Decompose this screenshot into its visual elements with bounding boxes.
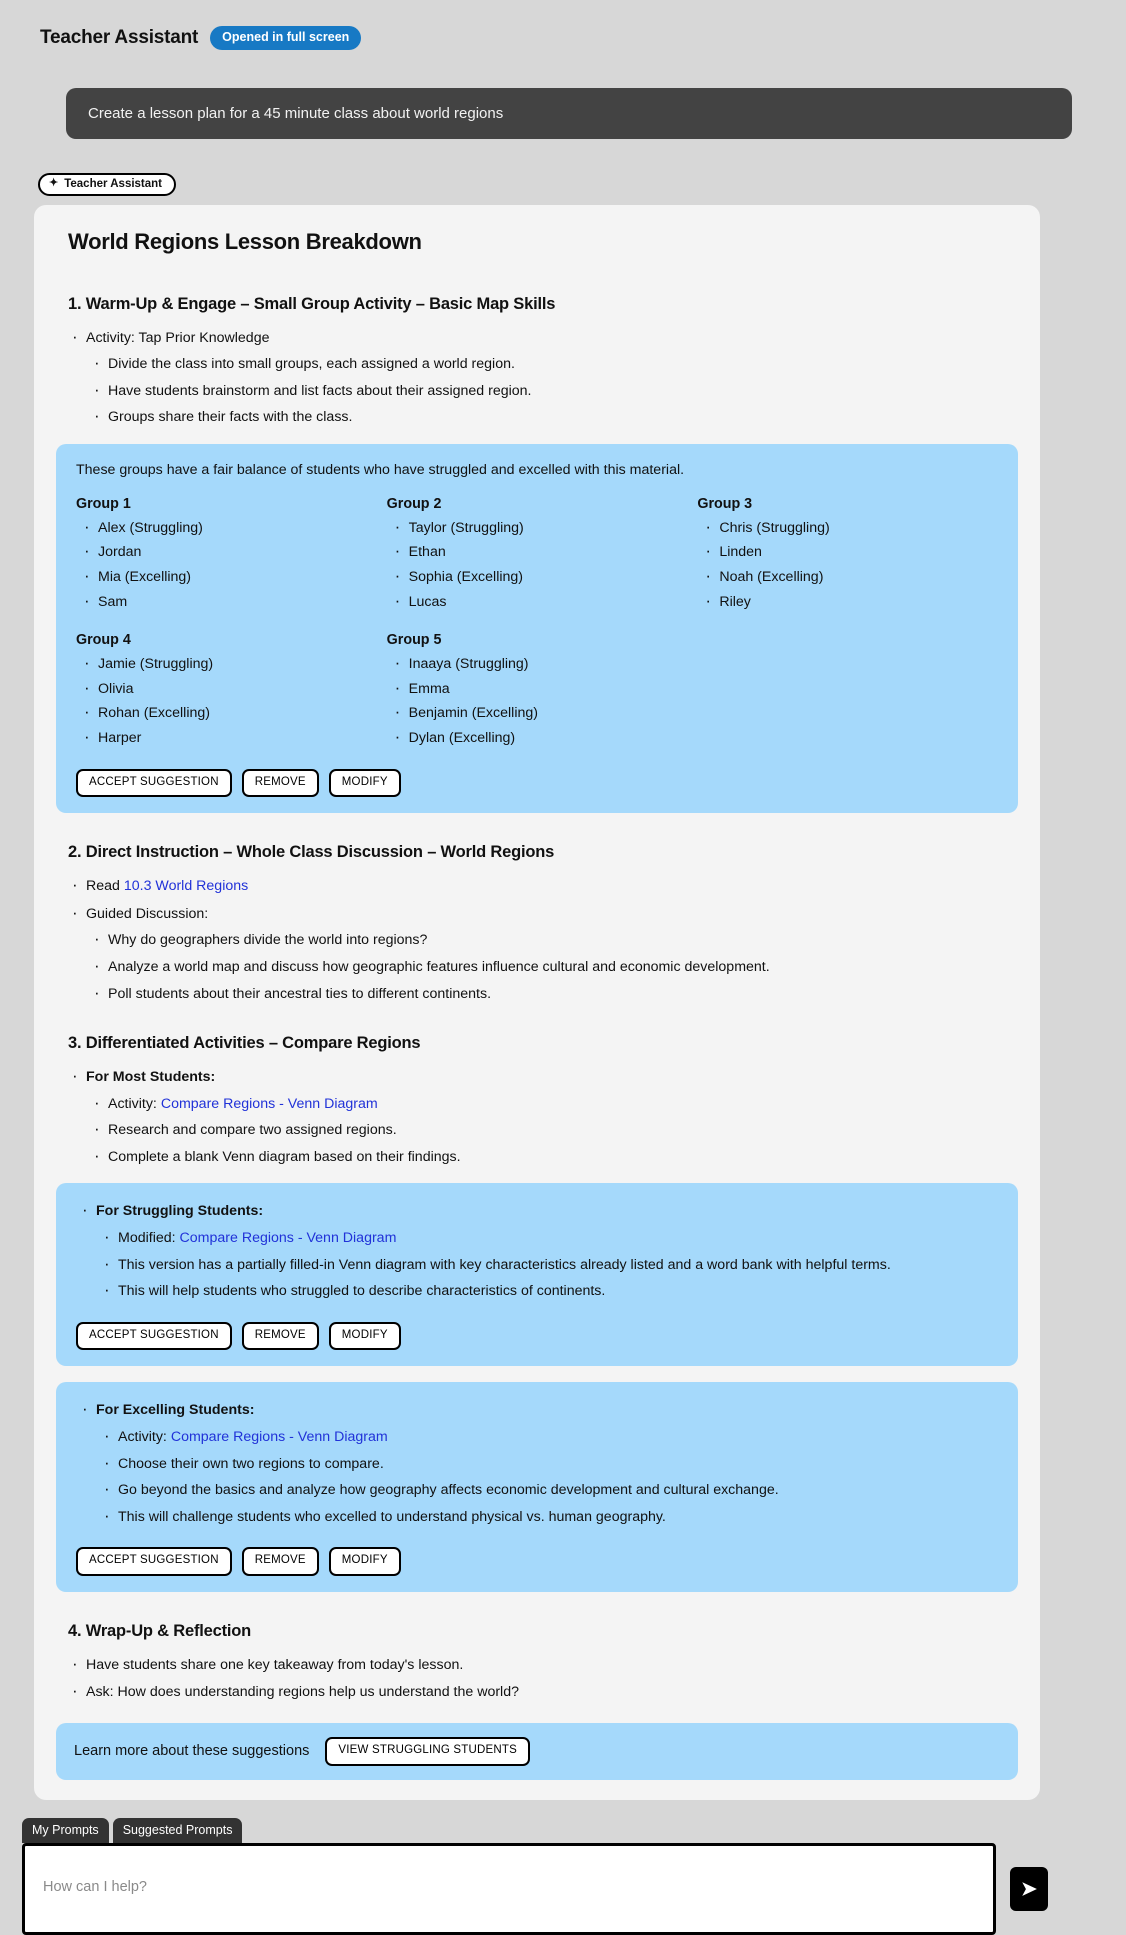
reading-link[interactable]: 10.3 World Regions [124,878,248,894]
list-item: · Complete a blank Venn diagram based on their findings. [86,1147,1018,1168]
list-item: · Have students brainstorm and list facts about their assigned region. [86,381,1018,402]
group-column [387,632,688,748]
list-item: · Have students share one key takeaway from today's lesson. [66,1655,1018,1676]
app-header [0,0,1126,50]
list-item [96,1228,998,1249]
page-title: World Regions Lesson Breakdown [56,227,1018,255]
struggling-bullets [76,1201,998,1301]
composer-row [22,1843,1048,1935]
guided-discussion-label: Guided Discussion: [86,906,208,922]
group-member-list [697,518,998,612]
group-column [387,496,688,612]
list-item: · Lucas [387,592,688,613]
list-item: · This version has a partially filled-in Venn diagram with key characteristics already listed and a word bank with helpful terms. [96,1255,998,1276]
list-item: · Choose their own two regions to compare. [96,1454,998,1475]
accept-suggestion-button[interactable]: ACCEPT SUGGESTION [76,769,232,798]
list-item [76,1201,998,1301]
group-column [697,496,998,612]
list-item [66,1067,1018,1167]
section-heading-3: 3. Differentiated Activities – Compare Regions [56,1034,1018,1053]
group-column [76,632,377,748]
group-column-empty [697,632,998,748]
list-item: · Dylan (Excelling) [387,728,688,749]
sparkle-icon: ✦ [49,178,58,189]
struggling-list [96,1228,998,1302]
accept-suggestion-button[interactable]: ACCEPT SUGGESTION [76,1547,232,1576]
activity-link[interactable]: Compare Regions - Venn Diagram [180,1230,397,1246]
section-1-bullets [56,328,1018,428]
group-suggestion-block [56,444,1018,813]
list-item: · Mia (Excelling) [76,567,377,588]
list-item: · Benjamin (Excelling) [387,703,688,724]
response-body [34,227,1040,428]
remove-suggestion-button[interactable]: REMOVE [242,1547,319,1576]
list-item: · Go beyond the basics and analyze how geography affects economic development and cultural exchange. [96,1480,998,1501]
user-message-row [0,50,1126,139]
section-2-bullets [56,876,1018,1004]
list-item: · Linden [697,542,998,563]
group-title: Group 2 [387,496,688,512]
most-students-label: For Most Students: [86,1069,215,1085]
list-item: · Sophia (Excelling) [387,567,688,588]
activity-prefix: Activity: [118,1429,167,1445]
assistant-label [38,173,176,196]
response-body-3 [34,1622,1040,1703]
tab-suggested-prompts[interactable]: Suggested Prompts [113,1818,243,1844]
list-item: · Emma [387,679,688,700]
list-item: · Noah (Excelling) [697,567,998,588]
suggestion-note: These groups have a fair balance of students who have struggled and excelled with this material. [76,462,998,478]
list-item [66,904,1018,1004]
list-item: · Taylor (Struggling) [387,518,688,539]
group-title: Group 1 [76,496,377,512]
section-4-bullets [56,1655,1018,1703]
section-heading-2: 2. Direct Instruction – Whole Class Discussion – World Regions [56,843,1018,862]
list-item: · Chris (Struggling) [697,518,998,539]
list-item: · Olivia [76,679,377,700]
section-heading-1: 1. Warm-Up & Engage – Small Group Activity – Basic Map Skills [56,295,1018,314]
group-member-list [387,518,688,612]
list-item: · Harper [76,728,377,749]
app-title: Teacher Assistant [40,27,198,49]
group-title: Group 5 [387,632,688,648]
modify-suggestion-button[interactable]: MODIFY [329,1322,401,1351]
list-item: · Sam [76,592,377,613]
modify-suggestion-button[interactable]: MODIFY [329,1547,401,1576]
accept-suggestion-button[interactable]: ACCEPT SUGGESTION [76,1322,232,1351]
list-item: · This will help students who struggled to describe characteristics of continents. [96,1281,998,1302]
learn-more-strip [56,1723,1018,1780]
excelling-students-suggestion [56,1382,1018,1591]
prompt-input[interactable] [22,1843,996,1935]
list-item [66,328,1018,428]
struggling-suggestion-actions [76,1322,998,1351]
excelling-list [96,1427,998,1527]
view-struggling-students-button[interactable]: VIEW STRUGGLING STUDENTS [325,1737,530,1766]
list-item [86,1094,1018,1115]
group-member-list [76,518,377,612]
groups-grid [76,496,998,749]
list-item [76,1400,998,1527]
group-title: Group 3 [697,496,998,512]
group-column [76,496,377,612]
activity-prefix: Activity: [108,1096,157,1112]
activity-lead: Activity: Tap Prior Knowledge [86,330,269,346]
struggling-students-label: For Struggling Students: [96,1203,263,1219]
group-member-list [76,654,377,748]
list-item [96,1427,998,1448]
excelling-students-label: For Excelling Students: [96,1402,254,1418]
list-item: · Divide the class into small groups, each assigned a world region. [86,354,1018,375]
send-icon: ➤ [1021,1880,1037,1899]
list-item: · Ask: How does understanding regions help us understand the world? [66,1682,1018,1703]
list-item: · Groups share their facts with the class. [86,407,1018,428]
list-item: · Ethan [387,542,688,563]
response-body-2 [34,843,1040,1167]
struggling-students-suggestion [56,1183,1018,1366]
assistant-tag-row [0,139,1126,196]
list-item: · Research and compare two assigned regions. [86,1120,1018,1141]
list-item: · Why do geographers divide the world into regions? [86,930,1018,951]
assistant-response-card [34,205,1040,1800]
activity-link[interactable]: Compare Regions - Venn Diagram [161,1096,378,1112]
prompt-input-placeholder: How can I help? [43,1879,975,1895]
list-item: · Analyze a world map and discuss how geographic features influence cultural and economic development. [86,957,1018,978]
list-item: · Inaaya (Struggling) [387,654,688,675]
remove-suggestion-button[interactable]: REMOVE [242,769,319,798]
suggestion-actions [76,769,998,798]
list-item: · Jordan [76,542,377,563]
modified-prefix: Modified: [118,1230,176,1246]
read-prefix: Read [86,878,120,894]
send-button[interactable] [1010,1867,1048,1911]
list-item: · Alex (Struggling) [76,518,377,539]
guided-discussion-list [86,930,1018,1004]
tab-my-prompts[interactable]: My Prompts [22,1818,109,1844]
prompt-tabs [22,1818,1048,1844]
excelling-suggestion-actions [76,1547,998,1576]
list-item: · This will challenge students who excelled to understand physical vs. human geography. [96,1507,998,1528]
excelling-bullets [76,1400,998,1527]
list-item: · Rohan (Excelling) [76,703,377,724]
section-3-most-students [56,1067,1018,1167]
list-item: · Poll students about their ancestral ties to different continents. [86,984,1018,1005]
composer-area [22,1818,1048,1935]
section-heading-4: 4. Wrap-Up & Reflection [56,1622,1018,1641]
fullscreen-status-badge: Opened in full screen [210,26,361,50]
learn-more-text: Learn more about these suggestions [74,1743,309,1759]
modify-suggestion-button[interactable]: MODIFY [329,769,401,798]
list-item: · Riley [697,592,998,613]
list-item: · Jamie (Struggling) [76,654,377,675]
assistant-label-text: Teacher Assistant [64,178,162,190]
group-title: Group 4 [76,632,377,648]
section-1-sublist [86,354,1018,428]
user-message-bubble: Create a lesson plan for a 45 minute class about world regions [66,88,1072,139]
remove-suggestion-button[interactable]: REMOVE [242,1322,319,1351]
list-item [66,876,1018,897]
activity-link[interactable]: Compare Regions - Venn Diagram [171,1429,388,1445]
most-students-list [86,1094,1018,1168]
group-member-list [387,654,688,748]
